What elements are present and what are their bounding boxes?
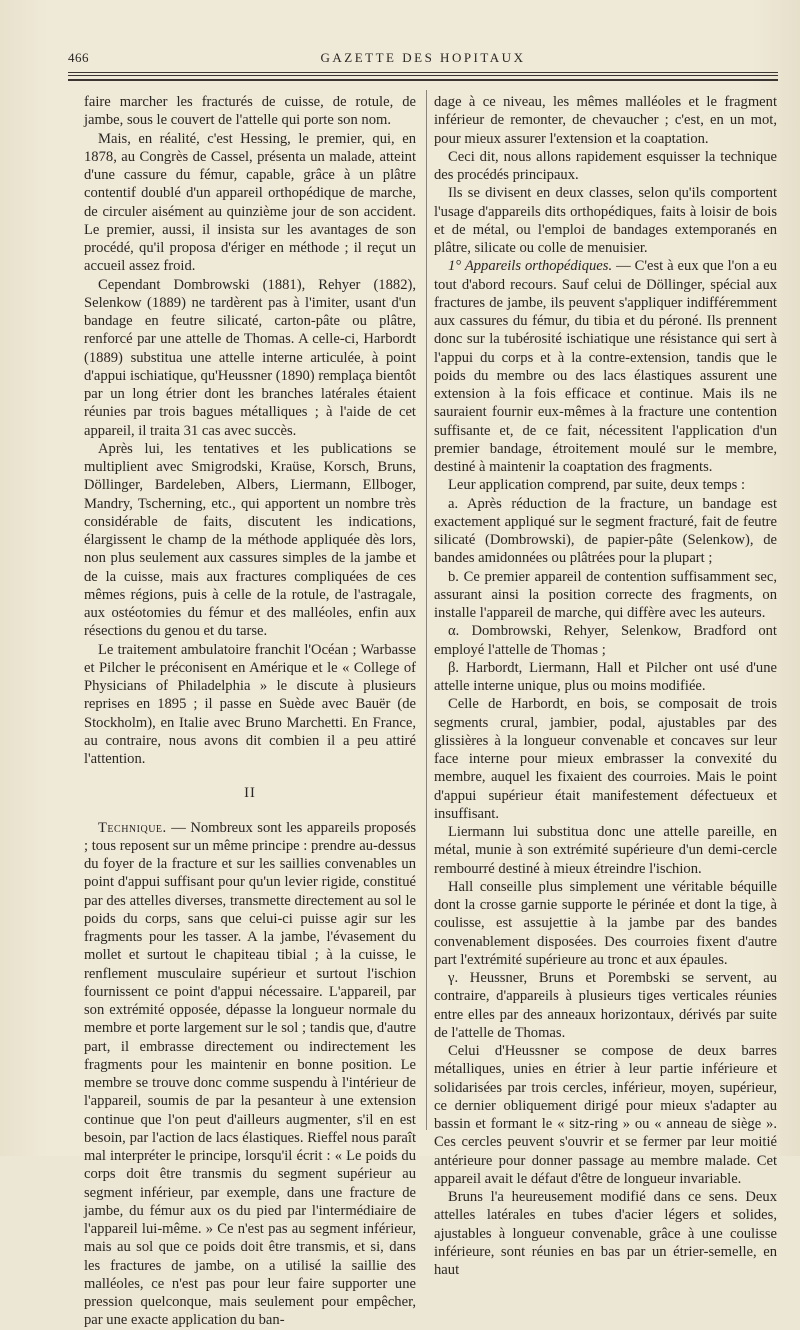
header-rule-middle xyxy=(68,75,778,76)
paragraph: Bruns l'a heureusement modifié dans ce sens. Deux attelles latérales en tubes d'acier légers et solides, ajustables à longueur convenable, grâce à une coulisse inférieure, sont réunies en bas par un étrier-semelle, en haut xyxy=(434,1189,777,1278)
paragraph: Leur application comprend, par suite, deux temps : xyxy=(448,477,746,494)
section-number: II xyxy=(244,785,256,802)
appareils-label: 1° Appareils orthopédiques. xyxy=(448,258,613,275)
paragraph: α. Dombrowski, Rehyer, Selenkow, Bradford ont employé l'attelle de Thomas ; xyxy=(434,623,777,658)
header-rule-top xyxy=(68,72,778,73)
paragraph: Le traitement ambulatoire franchit l'Océan ; Warbasse et Pilcher le préconisent en Amérique et le « College of Physicians of Philadelphia » le discute à plusieurs reprises en 1895 ; il passe en Suède avec Bauër (de Stockholm), en Italie avec Bruno Marchetti. En France, au contraire, nous avons dit combien il a peu attiré l'attention. xyxy=(84,641,416,767)
appareils-text: — C'est à eux que l'on a eu tout d'abord recours. Sauf celui de Döllinger, spécial aux fractures de jambe, ils peuvent s'appliquer indifféremment aux cassures du fémur, du tibia et du péroné. Ils prennent donc sur la tubérosité ischiatique une résistance qui sert à l'appui du corps et à la contre-extension, tandis que le poids du membre ou des lacs élastiques assurent une extension à la fois efficace et continue. Mais ils ne sauraient fournir eux-mêmes à la fracture une contention suffisante et, de ce fait, nécessitent l'application d'un premier bandage, étroitement moulé sur le membre, destiné à maintenir la coaptation des fragments. xyxy=(434,258,777,475)
technique-label: Technique. xyxy=(98,819,167,836)
paragraph: Ceci dit, nous allons rapidement esquisser la technique des procédés principaux. xyxy=(434,148,777,183)
paragraph: Hall conseille plus simplement une véritable béquille dont la crosse garnie supporte le périnée et dont la tige, à coulisse, est assujettie à la jambe par des bandes convenablement disposées. Des courroies fixent d'autre part l'extrémité supérieure au tronc et aux épaules. xyxy=(434,878,777,968)
paragraph: Celui d'Heussner se compose de deux barres métalliques, unies en étrier à leur partie inférieure et solidarisées par trois cercles, inférieur, moyen, supérieur, ce dernier obliquement dirigé pour mieux s'adapter au bassin et formant le « sitz-ring » ou « anneau de siège ». Ces cercles peuvent s'ouvrir et se fermer par leur moitié antérieure pour donner passage au membre malade. Cet appareil avait le défaut d'être de longueur invariable. xyxy=(434,1043,777,1187)
running-title: GAZETTE DES HOPITAUX xyxy=(320,50,526,65)
technique-text: — Nombreux sont les appareils proposés ; tous reposent sur un même principe : prendre au-dessus du foyer de la fracture et sur les saillies convenables un point d'appui suffisant pour qu'un levier rigide, constitué par des attelles diverses, transmette directement au sol le poids du corps, sans que celui-ci puisse agir sur les fragments pour les tasser. A la jambe, l'évasement du mollet et surtout le chapiteau tibial ; à la cuisse, le renflement musculaire supérieur et surtout l'ischion fournissent ce point d'appui nécessaire. L'appareil, par son extrémité opposée, dépasse la longueur normale du membre et porte largement sur le sol ; tandis que, d'autre part, il embrasse directement ou indirectement les fragments pour les maintenir en bonne position. Le membre se trouve donc comme suspendu à l'intérieur de l'appareil, soumis de par la pesanteur à une extension continue que l'on peut d'ailleurs augmenter, s'il en est besoin, par l'action de lacs élastiques. Rieffel nous paraît mal interpréter le principe, lorsqu'il écrit : « Le poids du corps doit être transmis du segment supérieur au segment inférieur, par exemple, dans une fracture de jambe, du fémur aux os du pied par l'intermédiaire de l'appareil lui-même. » Ce n'est pas au segment inférieur, mais au sol que ce poids doit être transmis, et si, dans les fractures de jambe, on a utilisé la saillie des malléoles, ce n'est pas pour leur faire supporter une pression quelconque, mais seulement pour empêcher, par une exacte application du ban- xyxy=(84,819,416,1329)
paragraph: dage à ce niveau, les mêmes malléoles et le fragment inférieur de remonter, de chevaucher ; c'est, en un mot, pour mieux assurer l'extension et la coaptation. xyxy=(434,94,777,147)
header-rule-bottom xyxy=(68,79,778,81)
page-header xyxy=(68,50,778,70)
technique-paragraph xyxy=(84,819,416,1330)
paragraph: Liermann lui substitua donc une attelle pareille, en métal, munie à son extrémité supérieure d'un demi-cercle rembourré destiné à mieux étreindre l'ischion. xyxy=(434,824,777,877)
right-column xyxy=(434,93,777,1279)
left-column xyxy=(84,93,416,1330)
paragraph: Après lui, les tentatives et les publications se multiplient avec Smigrodski, Kraüse, Korsch, Bruns, Döllinger, Bardeleben, Albers, Liermann, Ellboger, Mandry, Tscherning, etc., qui apportent un nombre très considérable de faits, discutent les indications, élargissent le champ de la méthode appliquée dès lors, non plus seulement aux cassures simples de la jambe et de la cuisse, mais aux fractures compliquées de ces mêmes régions, puis à celle de la rotule, de l'astragale, aux ostéotomies du fémur et des malléoles, enfin aux résections du genou et du tarse. xyxy=(84,440,416,640)
appareils-paragraph xyxy=(434,257,777,476)
paragraph: b. Ce premier appareil de contention suffisamment sec, assurant ainsi la position correcte des fragments, on installe l'appareil de marche, qui diffère avec les auteurs. xyxy=(434,568,777,621)
paragraph: γ. Heussner, Bruns et Porembski se servent, au contraire, d'appareils à plusieurs tiges verticales réunies entre elles par des anneaux horizontaux, dérivés par suite de l'attelle de Thomas. xyxy=(434,970,777,1041)
paragraph: Cependant Dombrowski (1881), Rehyer (1882), Selenkow (1889) ne tardèrent pas à l'imiter, usant d'un bandage en feutre silicaté, carton-pâte ou plâtre, renforcé par une attelle de Thomas. A celle-ci, Harbordt (1889) substitua une attelle interne articulée, à point d'appui ischiatique, qu'Heussner (1890) remplaça bientôt par un long étrier dont les branches latérales étaient réunies par trois bagues métalliques ; à l'aide de cet appareil, il traita 31 cas avec succès. xyxy=(84,276,416,439)
paragraph: Mais, en réalité, c'est Hessing, le premier, qui, en 1878, au Congrès de Cassel, présenta un malade, atteint d'une cassure du fémur, capable, grâce à un plâtre contentif doublé d'un appareil orthopédique de marche, de circuler aisément au quinzième jour de son accident. Le premier, aussi, il insista sur les avantages de son procédé, qu'il proposa d'ériger en méthode ; il reçut un accueil assez froid. xyxy=(84,130,416,275)
paragraph: Ils se divisent en deux classes, selon qu'ils comportent l'usage d'appareils dits orthopédiques, faits à loisir de bois et de métal, ou l'emploi de bandages extemporanés en plâtre, silicate ou colle de menuisier. xyxy=(434,185,777,256)
page-number: 466 xyxy=(68,50,89,65)
paragraph: a. Après réduction de la fracture, un bandage est exactement appliqué sur le segment fracturé, fait de feutre silicaté (Dombrowski), de papier-pâte (Selenkow), de bandes amidonnées ou plâtrées pour la plupart ; xyxy=(434,495,777,567)
column-divider xyxy=(426,90,427,1130)
paragraph: Celle de Harbordt, en bois, se composait de trois segments crural, jambier, podal, ajustables par des glissières à la longueur convenable et concaves sur leur face interne pour mieux embrasser la convexité du membre, auquel les fixaient des courroies. Mais le point d'appui supérieur était manifestement défectueux et insuffisant. xyxy=(434,696,777,822)
paragraph: faire marcher les fracturés de cuisse, de rotule, de jambe, sous le couvert de l'attelle qui porte son nom. xyxy=(84,94,416,129)
paragraph: β. Harbordt, Liermann, Hall et Pilcher ont usé d'une attelle interne unique, plus ou moins modifiée. xyxy=(434,659,777,694)
